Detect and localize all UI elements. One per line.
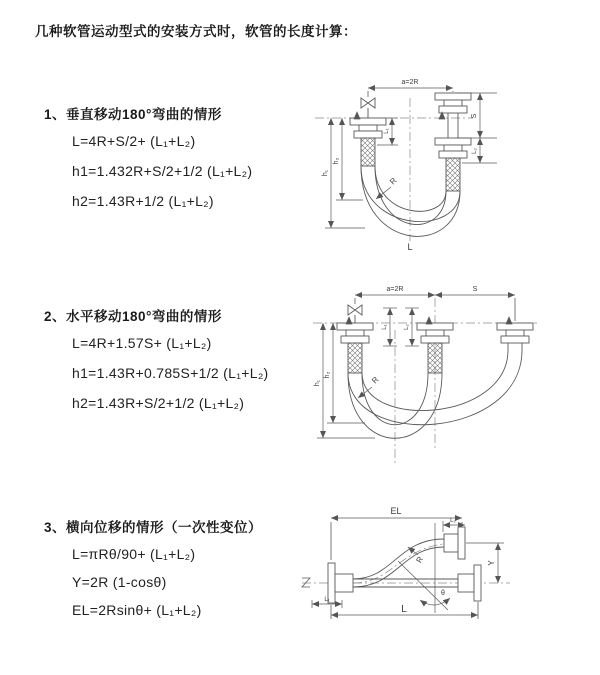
right-pipe-flange-moved <box>497 323 533 350</box>
dim-label-s: S <box>472 286 478 293</box>
construction-lines <box>398 523 448 613</box>
dim-label-r: R <box>388 176 399 187</box>
break-mark <box>302 578 310 587</box>
dim-label-l1: L₁ <box>382 324 388 330</box>
dim-label-l2: L₂ <box>450 518 456 524</box>
dim-label-l2: L₂ <box>472 148 478 154</box>
middle-pipe-flange <box>417 323 453 373</box>
dim-label-theta: θ <box>441 590 445 597</box>
section-2-formula-h2: h2=1.43R+S/2+1/2 (L₁+L₂) <box>72 395 245 411</box>
radius-callout <box>358 375 381 398</box>
dim-label-y: Y <box>487 560 496 566</box>
section-2-formula-l: L=4R+1.57S+ (L₁+L₂) <box>72 335 212 351</box>
right-flange-original <box>458 565 481 601</box>
section-2-heading: 2、水平移动180°弯曲的情形 <box>44 309 222 324</box>
section-2-formula-h1: h1=1.43R+0.785S+1/2 (L₁+L₂) <box>72 365 269 381</box>
left-pipe-flange <box>337 323 373 373</box>
dim-label-l-total: L <box>401 604 407 615</box>
dim-label-l1: L₁ <box>324 597 330 603</box>
page-title: 几种软管运动型式的安装方式时，软管的长度计算： <box>35 24 357 39</box>
dim-label-h1: h₁ <box>314 379 321 387</box>
section-1-formula-h2: h2=1.43R+1/2 (L₁+L₂) <box>72 193 214 209</box>
dim-label-l-total: L <box>407 242 413 252</box>
section-3-formula-l: L=πRθ/90+ (L₁+L₂) <box>72 546 196 562</box>
dim-label-r: R <box>370 375 381 386</box>
section-1-formula-l: L=4R+S/2+ (L₁+L₂) <box>72 133 196 149</box>
dim-label-el: EL <box>390 506 402 516</box>
dim-label-l2: L₂ <box>404 324 410 330</box>
upper-flange-moved <box>444 527 465 559</box>
dim-label-a2r: a=2R <box>386 286 404 293</box>
section-3-formula-y: Y=2R (1-cosθ) <box>72 574 167 590</box>
diagram-horizontal-movement <box>305 278 595 468</box>
dim-label-h2: h₂ <box>324 371 331 379</box>
dim-label-l1: L₁ <box>384 128 390 134</box>
hose-loops <box>361 166 460 236</box>
diagram-vertical-movement <box>305 73 595 258</box>
section-3-formula-el: EL=2Rsinθ+ (L₁+L₂) <box>72 602 202 618</box>
dim-label-h2: h₂ <box>333 157 340 165</box>
dim-label-a2r: a=2R <box>401 79 419 86</box>
section-3-heading: 3、横向位移的情形（一次性变位） <box>44 520 263 535</box>
right-pipe-flange <box>435 93 471 191</box>
valve-icon <box>361 98 375 118</box>
section-1-formula-h1: h1=1.432R+S/2+1/2 (L₁+L₂) <box>72 163 253 179</box>
dim-label-s: S <box>471 113 478 119</box>
hose-s-curve <box>353 539 458 587</box>
dim-label-r: R <box>414 554 426 565</box>
section-1-heading: 1、垂直移动180°弯曲的情形 <box>44 107 222 122</box>
left-pipe-flange <box>350 118 386 166</box>
dim-label-h1: h₁ <box>322 169 329 177</box>
diagram-lateral-displacement <box>298 503 598 648</box>
left-flange <box>328 563 353 603</box>
